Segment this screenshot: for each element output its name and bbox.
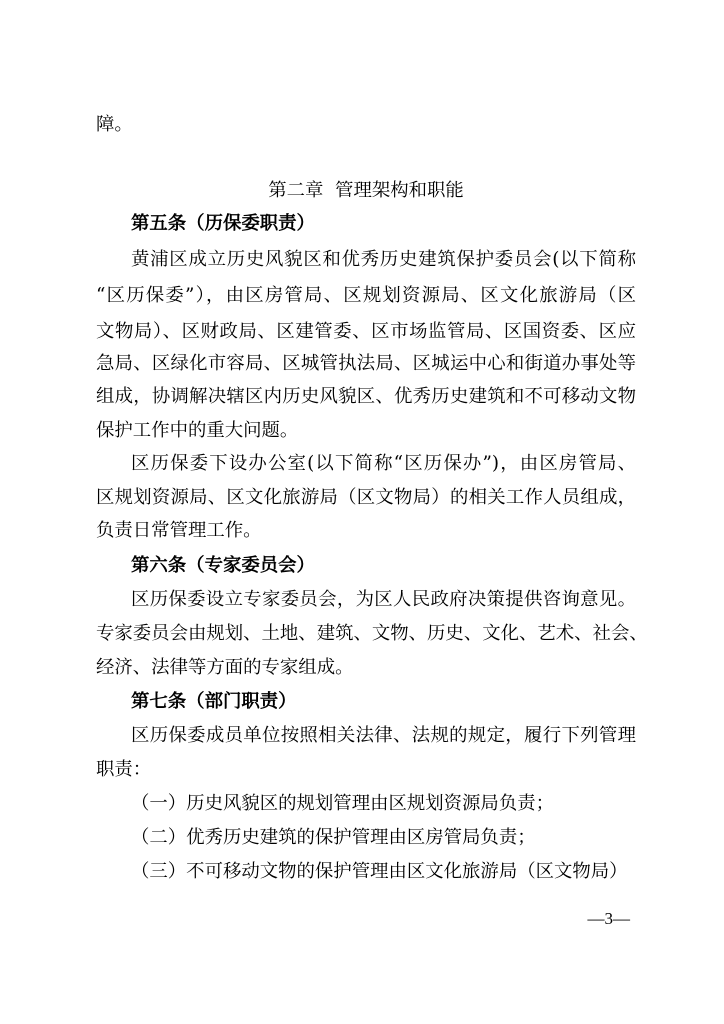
- chapter-title: 第二章 管理架构和职能: [268, 180, 464, 201]
- article-7-heading: 第七条（部门职责）: [131, 691, 297, 712]
- paragraph-line: 专家委员会由规划、土地、建筑、文物、历史、文化、艺术、社会、: [96, 623, 648, 644]
- paragraph-line: 急局、区绿化市容局、区城管执法局、区城运中心和街道办事处等: [96, 353, 636, 374]
- list-item: （三）不可移动文物的保护管理由区文化旅游局（区文物局）: [131, 861, 628, 882]
- paragraph-line: 区规划资源局、区文化旅游局（区文物局）的相关工作人员组成，: [96, 487, 636, 508]
- paragraph-line: 文物局）、区财政局、区建管委、区市场监管局、区国资委、区应: [96, 321, 636, 342]
- paragraph-line: 经济、法律等方面的专家组成。: [96, 657, 354, 678]
- paragraph-line: 黄浦区成立历史风貌区和优秀历史建筑保护委员会(以下简称: [131, 249, 636, 270]
- list-item: （二）优秀历史建筑的保护管理由区房管局负责；: [131, 827, 536, 848]
- paragraph-line: 负责日常管理工作。: [96, 520, 262, 541]
- paragraph-line: 职责：: [96, 759, 152, 780]
- paragraph-line: 区历保委成员单位按照相关法律、法规的规定，履行下列管理: [131, 725, 636, 746]
- paragraph-line: 区历保委设立专家委员会，为区人民政府决策提供咨询意见。: [131, 589, 636, 610]
- paragraph-line: 组成，协调解决辖区内历史风貌区、优秀历史建筑和不可移动文物: [96, 386, 636, 407]
- paragraph-line: 区历保委下设办公室(以下简称“区历保办”)，由区房管局、: [131, 453, 636, 474]
- paragraph-line: 保护工作中的重大问题。: [96, 420, 299, 441]
- paragraph-line: 障。: [96, 114, 133, 135]
- article-6-heading: 第六条（专家委员会）: [131, 555, 315, 576]
- page-number: —3—: [587, 909, 630, 928]
- article-5-heading: 第五条（历保委职责）: [131, 213, 315, 234]
- list-item: （一）历史风貌区的规划管理由区规划资源局负责；: [131, 793, 554, 814]
- paragraph-line: “区历保委”），由区房管局、区规划资源局、区文化旅游局（区: [96, 285, 636, 306]
